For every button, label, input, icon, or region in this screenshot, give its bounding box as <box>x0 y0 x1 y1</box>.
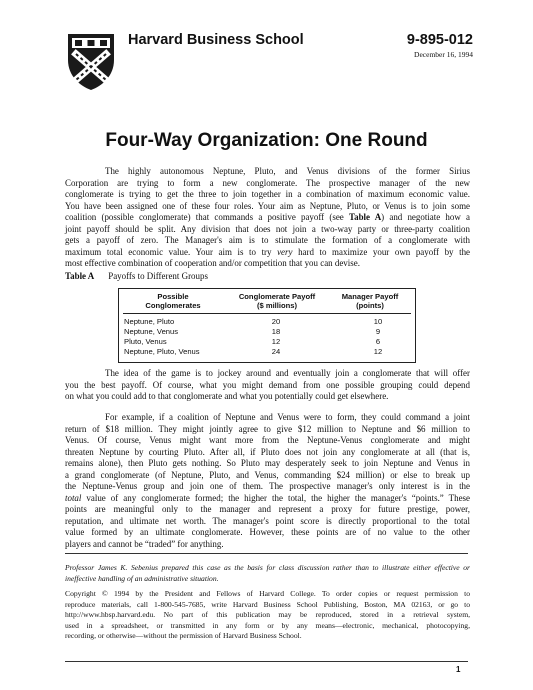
text-line: most effective combination of cooperation and/or competition that you can devise. <box>65 258 360 268</box>
text-line: return of $18 million. They might jointly agree to give $12 million to Neptune and $6 million to <box>65 423 470 434</box>
text-line: players and cannot be “traded” for anything. <box>65 538 224 549</box>
school-name: Harvard Business School <box>128 32 304 48</box>
text-line: recording, or otherwise—without the permission of Harvard Business School. <box>65 631 302 640</box>
text-line: gets a payoff of zero. The Manager's aim is to stimulate the formation of a conglomerate with <box>65 235 470 245</box>
document-title: Four-Way Organization: One Round <box>105 130 428 151</box>
payoff-table <box>118 288 416 363</box>
text-line: The highly autonomous Neptune, Pluto, and Venus divisions of the former Sirius <box>105 166 470 176</box>
text-line: used in a spreadsheet, or transmitted in any form or by any means—electronic, mechanical, photocopying, <box>65 620 470 630</box>
text-line: coalition (possible conglomerate) that commands a positive payoff (see Table A) and negotiate how a <box>65 212 470 222</box>
text-line: total value of any conglomerate formed; the higher the total, the higher the manager's “points.” These <box>65 492 470 503</box>
copyright-notice <box>65 589 470 642</box>
text-line: you the best payoff. Of course, what you might demand from one possible grouping could depend <box>65 379 470 390</box>
text-line: conglomerate is trying to get the three to join together in a combination of maximum economic value. <box>65 189 470 199</box>
table-row: Neptune, Pluto 20 10 <box>124 317 383 326</box>
text-line: You have been assigned one of these four roles. Your aim as Neptune, Pluto, or Venus is to join some <box>65 200 470 211</box>
text-line: joint payoff should be split. Any division that does not join a two-way party or three-party coalition <box>65 223 470 234</box>
footnote-divider <box>65 553 468 554</box>
text-line: ineffective handling of an administrative situation. <box>65 573 219 583</box>
text-line: threaten Neptune by courting Pluto. After all, if Pluto does not join any conglomerate at all (that is, <box>65 446 470 457</box>
text-line: maximum total economic value. Your aim is to try very hard to maximize your own payoff by the <box>65 246 471 257</box>
case-number: 9-895-012 <box>406 32 473 48</box>
text-line: The idea of the game is to jockey around and eventually join a conglomerate that will offer <box>105 368 470 378</box>
text-line: Professor James K. Sebenius prepared this case as the basis for class discussion rather than to illustrate either effective or <box>65 563 470 572</box>
table-label: Table A <box>65 271 95 281</box>
column-header-conglomerate-payoff: Conglomerate Payoff ($ millions) <box>238 292 316 310</box>
text-line: remains alone), then Pluto gets nothing. So Pluto may desperately seek to join Neptune and Venus in <box>65 458 470 468</box>
text-line: a grand conglomerate (of Neptune, Pluto, and Venus, commanding $24 million) or else to break up <box>65 469 470 480</box>
game-idea-paragraph <box>65 368 470 403</box>
table-row: Neptune, Venus 18 9 <box>124 327 381 336</box>
intro-paragraph <box>65 166 470 270</box>
text-line: on what you could add to that conglomerate and what you potentially could get elsewhere. <box>65 391 389 401</box>
text-line: points are meaningful only to the manager and represent a proxy for future prestige, power, <box>65 504 470 514</box>
case-date: December 16, 1994 <box>414 50 473 59</box>
text-line: Corporation are trying to form a new conglomerate. The prospective manager of the new <box>65 177 470 188</box>
text-line: value formed by an ultimate conglomerate. However, these points are of no value to the other <box>65 527 470 537</box>
text-line: reproduce materials, call 1-800-545-7685, write Harvard Business School Publishing, Boston, MA 02163, or go to <box>65 599 470 609</box>
table-caption-text: Payoffs to Different Groups <box>108 271 208 281</box>
text-line: For example, if a coalition of Neptune and Venus were to form, they could command a joint <box>105 412 470 422</box>
table-header-divider <box>123 313 411 314</box>
text-line: Copyright © 1994 by the President and Fellows of Harvard College. To order copies or request permission to <box>65 589 470 598</box>
author-note <box>65 563 470 584</box>
text-line: Venus. Of course, Venus might want more from the Neptune-Venus conglomerate and might <box>65 435 470 445</box>
column-header-manager-payoff: Manager Payoff (points) <box>341 292 399 310</box>
text-line: the Neptune-Venus group and join one of them. The prospective manager's only interest is in the <box>65 481 470 491</box>
example-paragraph <box>65 412 470 550</box>
text-line: reputation, and ultimate net worth. The manager's point score is directly proportional to the total <box>65 515 470 526</box>
text-line: http://www.hbsp.harvard.edu. No part of this publication may be reproduced, stored in a retrieval system, <box>65 610 470 619</box>
hbs-shield-logo <box>66 32 116 92</box>
table-row: Neptune, Pluto, Venus 24 12 <box>124 347 383 356</box>
table-caption <box>65 271 208 281</box>
page-bottom-divider <box>65 661 468 662</box>
page-number: 1 <box>456 665 461 674</box>
column-header-conglomerates: Possible Conglomerates <box>145 292 201 310</box>
table-row: Pluto, Venus 12 6 <box>124 337 381 346</box>
